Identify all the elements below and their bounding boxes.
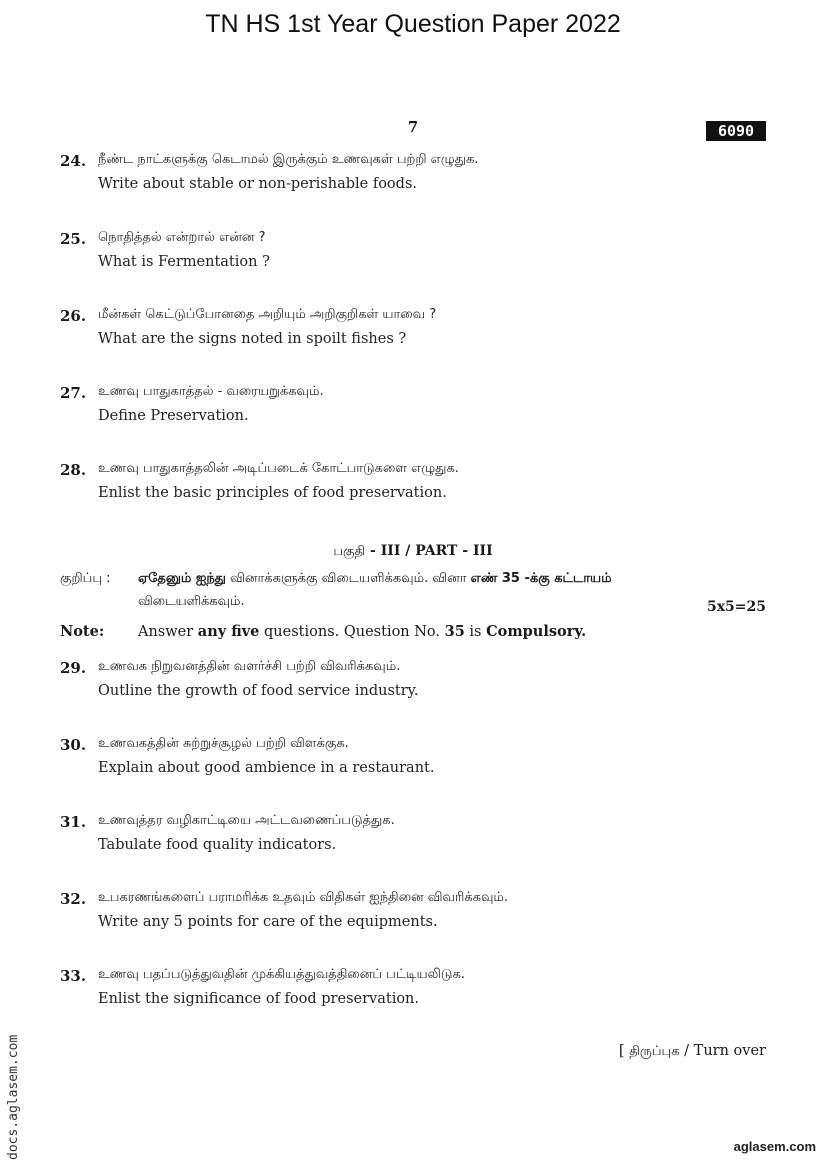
note-label: Note: [60, 623, 105, 640]
question-tamil: உணவு பாதுகாத்தலின் அடிப்படைக் கோட்பாடுகளை எழுதுக. [98, 461, 459, 476]
question-tamil: உபகரணங்களைப் பராமரிக்க உதவும் விதிகள் ஐந்தினை விவரிக்கவும். [98, 890, 508, 905]
note-text [138, 623, 586, 640]
question-number: 29. [60, 659, 87, 677]
question-english: What are the signs noted in spoilt fishes ? [98, 331, 407, 347]
part-heading-tamil: பகுதி [333, 544, 366, 559]
part-heading-english: - III / PART - III [365, 543, 493, 559]
question-tamil: உணவு பதப்படுத்துவதின் முக்கியத்துவத்தினைப் பட்டியலிடுக. [98, 967, 465, 982]
side-watermark: docs.aglasem.com [6, 1034, 21, 1160]
question-number: 26. [60, 307, 87, 325]
turn-over-label [560, 1043, 766, 1060]
question-tamil: உணவுத்தர வழிகாட்டியை அட்டவணைப்படுத்துக. [98, 813, 395, 828]
paper-code-badge: 6090 [706, 121, 766, 141]
note-bold: any five [197, 623, 260, 640]
question-number: 30. [60, 736, 87, 754]
question-tamil: மீன்கள் கெட்டுப்போனதை அறியும் அறிகுறிகள் யாவை ? [98, 307, 437, 322]
question-english: What is Fermentation ? [98, 254, 270, 270]
turn-over-english: / Turn over [679, 1043, 766, 1059]
part-heading [0, 543, 826, 560]
question-english: Enlist the basic principles of food preservation. [98, 485, 447, 501]
question-english: Write any 5 points for care of the equipments. [98, 914, 438, 930]
question-english: Tabulate food quality indicators. [98, 837, 337, 853]
tamil-note-span: வினாக்களுக்கு விடையளிக்கவும். வினா [225, 571, 471, 586]
banner-title: TN HS 1st Year Question Paper 2022 [205, 10, 621, 38]
question-number: 31. [60, 813, 87, 831]
question-english: Enlist the significance of food preservation. [98, 991, 420, 1007]
question-number: 24. [60, 152, 87, 170]
question-number: 28. [60, 461, 87, 479]
note-bold: Compulsory. [486, 623, 587, 640]
tamil-note-bold: எண் 35 -க்கு கட்டாயம் [470, 571, 612, 586]
tamil-note-text-line2: விடையளிக்கவும். [138, 594, 245, 609]
question-english: Explain about good ambience in a restaurant. [98, 760, 435, 776]
question-english: Write about stable or non-perishable foods. [98, 176, 417, 192]
question-number: 25. [60, 230, 87, 248]
question-english: Define Preservation. [98, 408, 249, 424]
turn-over-bracket: [ [618, 1043, 630, 1059]
question-tamil: உணவக நிறுவனத்தின் வளர்ச்சி பற்றி விவரிக்கவும். [98, 659, 401, 674]
question-tamil: உணவகத்தின் சுற்றுச்சூழல் பற்றி விளக்குக. [98, 736, 349, 751]
turn-over-tamil: திருப்புக [629, 1044, 680, 1059]
note-span: is [464, 624, 487, 640]
corner-watermark: aglasem.com [733, 1139, 816, 1154]
question-english: Outline the growth of food service industry. [98, 683, 419, 699]
question-number: 27. [60, 384, 87, 402]
tamil-note-bold: ஏதேனும் ஐந்து [138, 571, 226, 586]
question-tamil: நொதித்தல் என்றால் என்ன ? [98, 230, 266, 245]
page-number: 7 [407, 118, 419, 136]
question-number: 33. [60, 967, 87, 985]
tamil-note-text [138, 571, 612, 587]
note-span: Answer [138, 624, 198, 640]
marks-scheme: 5x5=25 [706, 599, 766, 615]
tamil-note-label: குறிப்பு : [60, 571, 111, 586]
question-tamil: உணவு பாதுகாத்தல் - வரையறுக்கவும். [98, 384, 324, 399]
question-tamil: நீண்ட நாட்களுக்கு கெடாமல் இருக்கும் உணவுகள் பற்றி எழுதுக. [98, 152, 479, 167]
question-number: 32. [60, 890, 87, 908]
note-bold: 35 [444, 623, 465, 640]
note-span: questions. Question No. [259, 624, 445, 640]
